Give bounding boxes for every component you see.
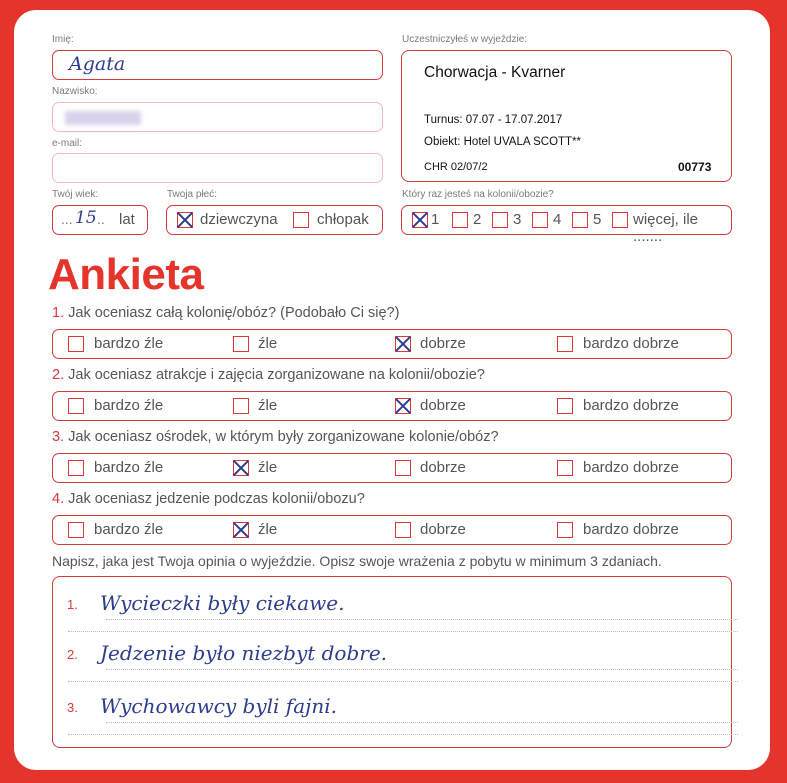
- question-4-checkbox-2[interactable]: [233, 522, 249, 538]
- question-4-checkbox-1[interactable]: [68, 522, 84, 538]
- question-label: Jak oceniasz całą kolonię/obóz? (Podobało Ci się?): [68, 305, 400, 321]
- plec-checkbox-chlopak[interactable]: [293, 212, 309, 228]
- wiek-suffix: lat: [119, 211, 135, 228]
- redacted-surname: [65, 111, 141, 125]
- wiek-value: 15: [75, 208, 97, 228]
- question-1-option-3: dobrze: [420, 335, 466, 352]
- question-3-option-1: bardzo źle: [94, 459, 164, 476]
- question-1-option-1: bardzo źle: [94, 335, 164, 352]
- question-1-option-2: źle: [258, 335, 278, 352]
- question-1-options: [52, 329, 732, 359]
- email-label: e-mail:: [52, 138, 83, 149]
- question-2-checkbox-2[interactable]: [233, 398, 249, 414]
- opinion-line-text: Jedzenie było niezbyt dobre.: [100, 641, 388, 665]
- question-4-options: [52, 515, 732, 545]
- question-4-option-3: dobrze: [420, 521, 466, 538]
- ktory-raz-checkbox-1[interactable]: [412, 212, 428, 228]
- imie-label: Imię:: [52, 34, 74, 45]
- writing-line: [68, 734, 738, 735]
- writing-line: [106, 722, 738, 723]
- question-3-option-2: źle: [258, 459, 278, 476]
- question-number: 4.: [52, 491, 65, 507]
- trip-code: CHR 02/07/2: [424, 161, 488, 173]
- opinion-prompt: Napisz, jaka jest Twoja opinia o wyjeździe. Opisz swoje wrażenia z pobytu w minimum 3 zdaniach.: [52, 553, 662, 569]
- page-title: Ankieta: [48, 250, 204, 299]
- opinion-line-text: Wycieczki były ciekawe.: [100, 591, 345, 615]
- question-2-option-2: źle: [258, 397, 278, 414]
- question-4-checkbox-3[interactable]: [395, 522, 411, 538]
- question-2-option-1: bardzo źle: [94, 397, 164, 414]
- wiek-label: Twój wiek:: [52, 189, 99, 200]
- question-3-option-3: dobrze: [420, 459, 466, 476]
- obiekt: Obiekt: Hotel UVALA SCOTT**: [424, 136, 582, 148]
- ktory-raz-checkbox-wiecej[interactable]: [612, 212, 628, 228]
- ktory-raz-checkbox-5[interactable]: [572, 212, 588, 228]
- writing-line: [68, 681, 738, 682]
- question-label: Jak oceniasz atrakcje i zajęcia zorganizowane na kolonii/obozie?: [68, 367, 485, 383]
- plec-option-dziewczyna: dziewczyna: [200, 211, 278, 228]
- trip-info-box: [401, 50, 732, 182]
- question-2-checkbox-1[interactable]: [68, 398, 84, 414]
- email-field[interactable]: [52, 153, 383, 183]
- imie-value: Agata: [69, 53, 126, 75]
- opinion-line-number: 2.: [67, 647, 78, 662]
- ktory-raz-option-3: 3: [513, 211, 522, 228]
- ktory-raz-checkbox-2[interactable]: [452, 212, 468, 228]
- question-2-option-3: dobrze: [420, 397, 466, 414]
- uczestnik-label: Uczestniczyłeś w wyjeździe:: [402, 34, 528, 45]
- question-4-option-4: bardzo dobrze: [583, 521, 679, 538]
- trip-title: Chorwacja - Kvarner: [424, 64, 566, 81]
- question-number: 2.: [52, 367, 65, 383]
- nazwisko-label: Nazwisko:: [52, 86, 98, 97]
- question-3-options: [52, 453, 732, 483]
- ktory-raz-option-5: 5: [593, 211, 602, 228]
- question-4-option-1: bardzo źle: [94, 521, 164, 538]
- question-1-checkbox-3[interactable]: [395, 336, 411, 352]
- question-2-option-4: bardzo dobrze: [583, 397, 679, 414]
- opinion-line-number: 3.: [67, 700, 78, 715]
- question-2-options: [52, 391, 732, 421]
- opinion-line-number: 1.: [67, 597, 78, 612]
- turnus: Turnus: 07.07 - 17.07.2017: [424, 114, 563, 126]
- writing-line: [68, 631, 738, 632]
- question-3-checkbox-3[interactable]: [395, 460, 411, 476]
- nazwisko-field[interactable]: [52, 102, 383, 132]
- plec-checkbox-dziewczyna[interactable]: [177, 212, 193, 228]
- plec-field: [166, 205, 383, 235]
- question-4-option-2: źle: [258, 521, 278, 538]
- opinion-line-text: Wychowawcy byli fajni.: [100, 694, 337, 718]
- question-1-text: [52, 305, 399, 321]
- ktory-raz-option-wiecej: więcej, ile .......: [633, 211, 699, 245]
- question-2-checkbox-3[interactable]: [395, 398, 411, 414]
- question-3-checkbox-4[interactable]: [557, 460, 573, 476]
- question-1-checkbox-2[interactable]: [233, 336, 249, 352]
- question-3-text: [52, 429, 499, 445]
- ktory-raz-option-4: 4: [553, 211, 562, 228]
- ktory-raz-checkbox-4[interactable]: [532, 212, 548, 228]
- question-3-checkbox-1[interactable]: [68, 460, 84, 476]
- question-label: Jak oceniasz jedzenie podczas kolonii/obozu?: [68, 491, 365, 507]
- question-1-checkbox-1[interactable]: [68, 336, 84, 352]
- ktory-raz-checkbox-3[interactable]: [492, 212, 508, 228]
- survey-sheet: [14, 10, 770, 770]
- question-3-option-4: bardzo dobrze: [583, 459, 679, 476]
- plec-label: Twoja płeć:: [167, 189, 218, 200]
- question-2-text: [52, 367, 485, 383]
- writing-line: [106, 619, 738, 620]
- ktory-raz-label: Który raz jesteś na kolonii/obozie?: [402, 189, 554, 200]
- question-number: 1.: [52, 305, 65, 321]
- question-4-text: [52, 491, 365, 507]
- question-1-checkbox-4[interactable]: [557, 336, 573, 352]
- ktory-raz-option-1: 1: [431, 211, 440, 228]
- question-3-checkbox-2[interactable]: [233, 460, 249, 476]
- imie-field[interactable]: [52, 50, 383, 80]
- question-1-option-4: bardzo dobrze: [583, 335, 679, 352]
- question-2-checkbox-4[interactable]: [557, 398, 573, 414]
- plec-option-chlopak: chłopak: [317, 211, 369, 228]
- ktory-raz-option-2: 2: [473, 211, 482, 228]
- question-4-checkbox-4[interactable]: [557, 522, 573, 538]
- trip-number: 00773: [678, 160, 712, 174]
- writing-line: [106, 669, 738, 670]
- wiek-field[interactable]: ... 15 .. lat: [52, 205, 148, 235]
- ktory-raz-field: [401, 205, 732, 245]
- question-number: 3.: [52, 429, 65, 445]
- question-label: Jak oceniasz ośrodek, w którym były zorganizowane kolonie/obóz?: [68, 429, 499, 445]
